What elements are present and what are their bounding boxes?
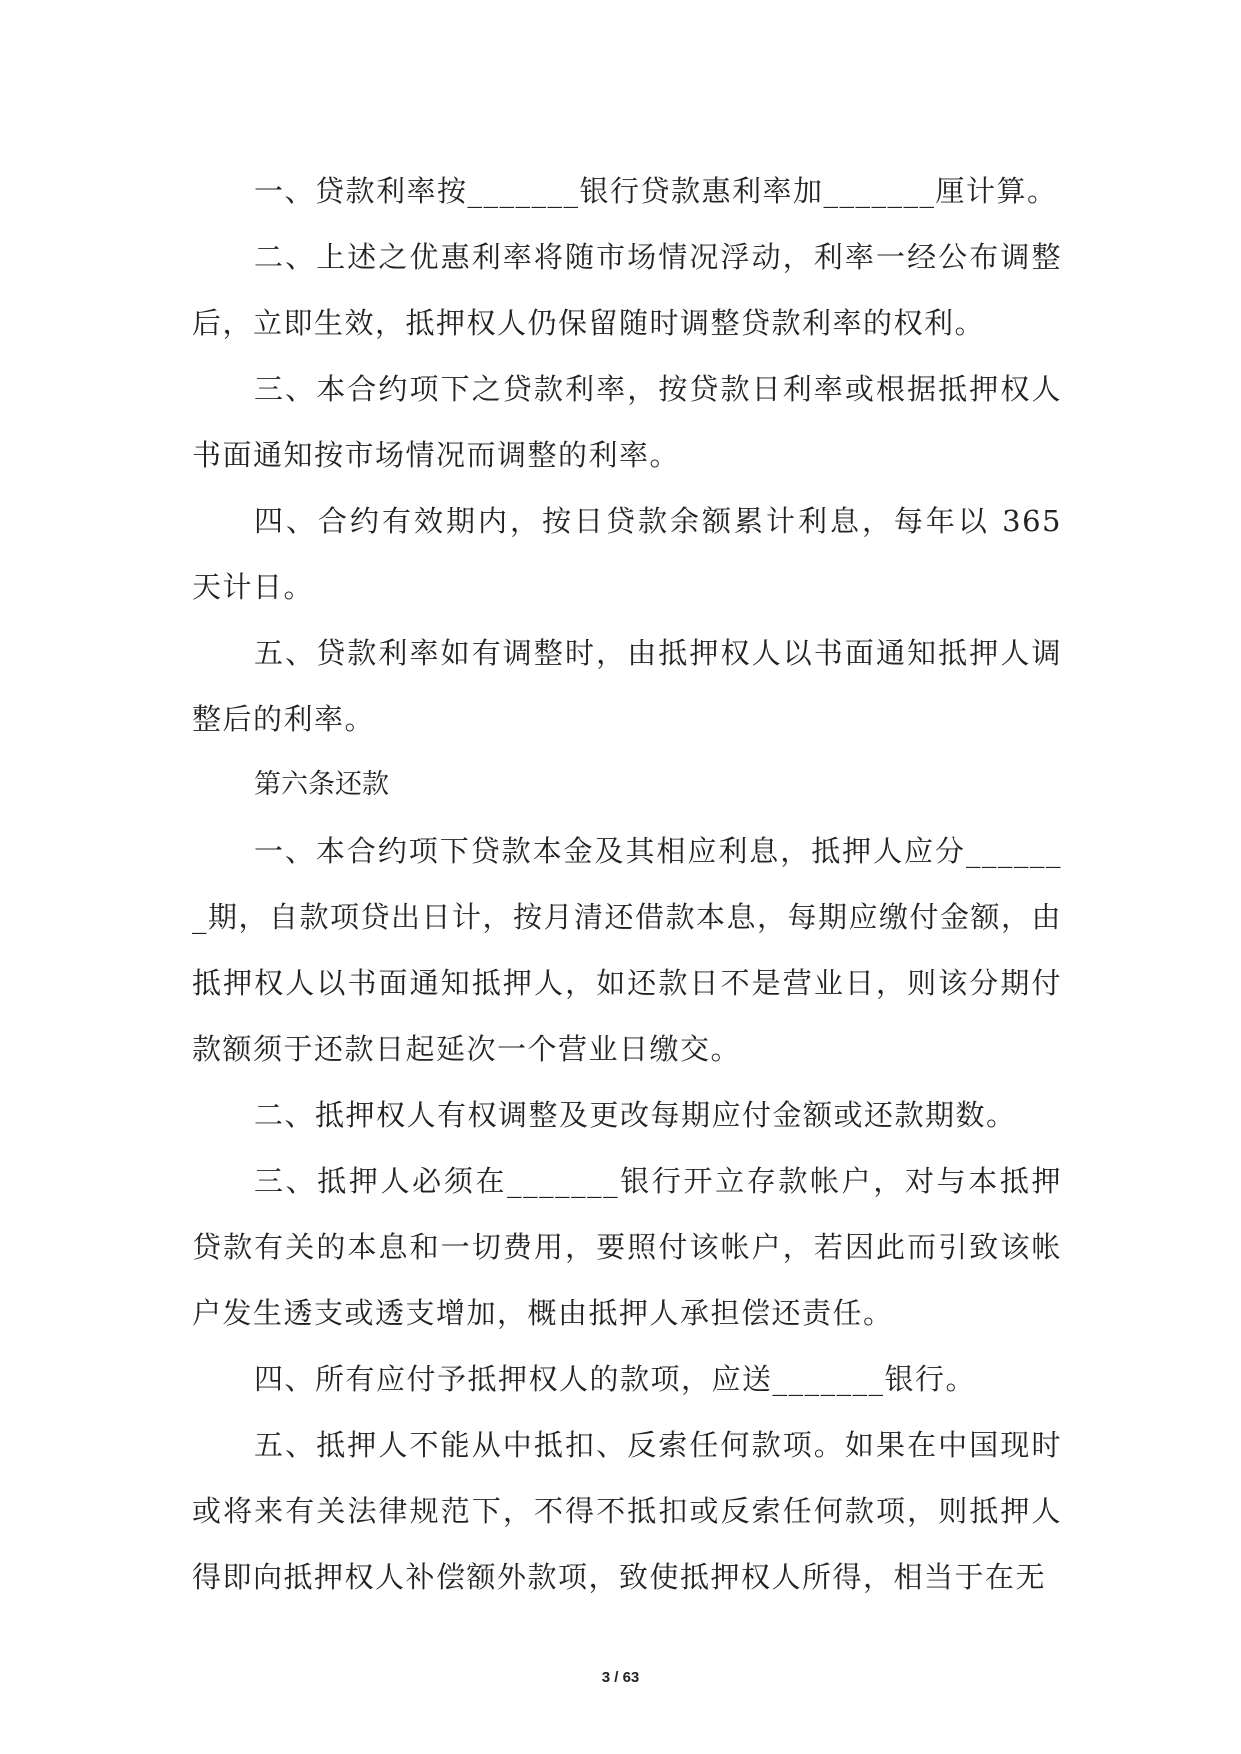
clause-rate-adjustment: 三、本合约项下之贷款利率，按贷款日利率或根据抵押权人书面通知按市场情况而调整的利率。 (192, 372, 1062, 472)
clause-interest-rate-basis: 一、贷款利率按_______银行贷款惠利率加_______厘计算。 (254, 174, 1058, 208)
clause-no-deduction: 五、抵押人不能从中抵扣、反索任何款项。如果在中国现时或将来有关法律规范下，不得不抵扣或反索任何款项，则抵押人得即向抵押权人补偿额外款项，致使抵押权人所得，相当于在无 (192, 1428, 1062, 1594)
clause-payment-destination: 四、所有应付予抵押权人的款项，应送_______银行。 (254, 1362, 977, 1396)
clause-installments: 一、本合约项下贷款本金及其相应利息，抵押人应分_______期，自款项贷出日计，按月清还借款本息，每期应缴付金额，由抵押权人以书面通知抵押人，如还款日不是营业日，则该分期付款额须于还款日起延次一个营业日缴交。 (192, 834, 1063, 1066)
clause-rate-notice: 五、贷款利率如有调整时，由抵押权人以书面通知抵押人调整后的利率。 (192, 636, 1062, 736)
clause-floating-rate: 二、上述之优惠利率将随市场情况浮动，利率一经公布调整后，立即生效，抵押权人仍保留随时调整贷款利率的权利。 (192, 240, 1062, 340)
clause-adjust-installments: 二、抵押权人有权调整及更改每期应付金额或还款期数。 (254, 1098, 1017, 1132)
page-number: 3 / 63 (601, 1669, 640, 1686)
clause-deposit-account: 三、抵押人必须在_______银行开立存款帐户，对与本抵押贷款有关的本息和一切费用，要照付该帐户，若因此而引致该帐户发生透支或透支增加，概由抵押人承担偿还责任。 (192, 1164, 1062, 1330)
document-body (192, 158, 1062, 1610)
section-heading-repayment: 第六条还款 (254, 769, 389, 800)
clause-daily-interest: 四、合约有效期内，按日贷款余额累计利息，每年以 365 天计日。 (192, 504, 1062, 604)
